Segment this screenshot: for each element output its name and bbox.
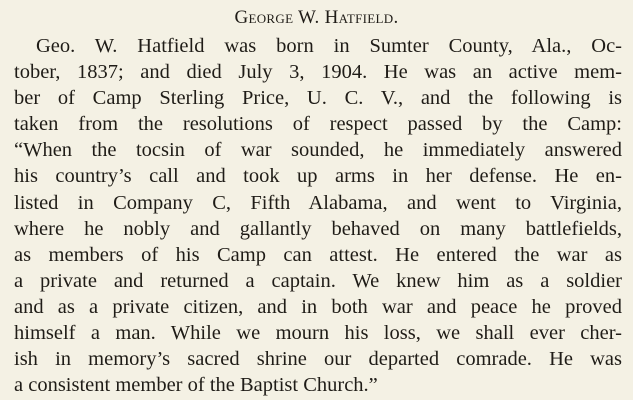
body-line: a private and returned a captain. We knew him as a soldier — [14, 269, 622, 292]
body-line: ish in memory’s sacred shrine our departed comrade. He was — [14, 348, 622, 371]
body-line: his country’s call and took up arms in her defense. He en- — [14, 165, 622, 188]
body-line: himself a man. While we mourn his loss, we shall ever cher- — [14, 322, 622, 345]
body-line: as members of his Camp can attest. He entered the war as — [14, 243, 622, 266]
article-body — [14, 33, 622, 398]
body-line: where he nobly and gallantly behaved on many battlefields, — [14, 217, 622, 240]
body-line: listed in Company C, Fifth Alabama, and went to Virginia, — [14, 191, 622, 214]
article-title: George W. Hatfield. — [234, 7, 399, 28]
body-line: tober, 1837; and died July 3, 1904. He was an active mem- — [14, 61, 622, 84]
body-line: a consistent member of the Baptist Church.” — [14, 374, 378, 397]
body-line: ber of Camp Sterling Price, U. C. V., and the following is — [14, 87, 622, 110]
body-line: Geo. W. Hatfield was born in Sumter County, Ala., Oc- — [36, 35, 622, 57]
body-line: taken from the resolutions of respect passed by the Camp: — [14, 113, 622, 136]
body-line: “When the tocsin of war sounded, he immediately answered — [14, 139, 622, 162]
body-line: and as a private citizen, and in both war and peace he proved — [14, 295, 622, 318]
